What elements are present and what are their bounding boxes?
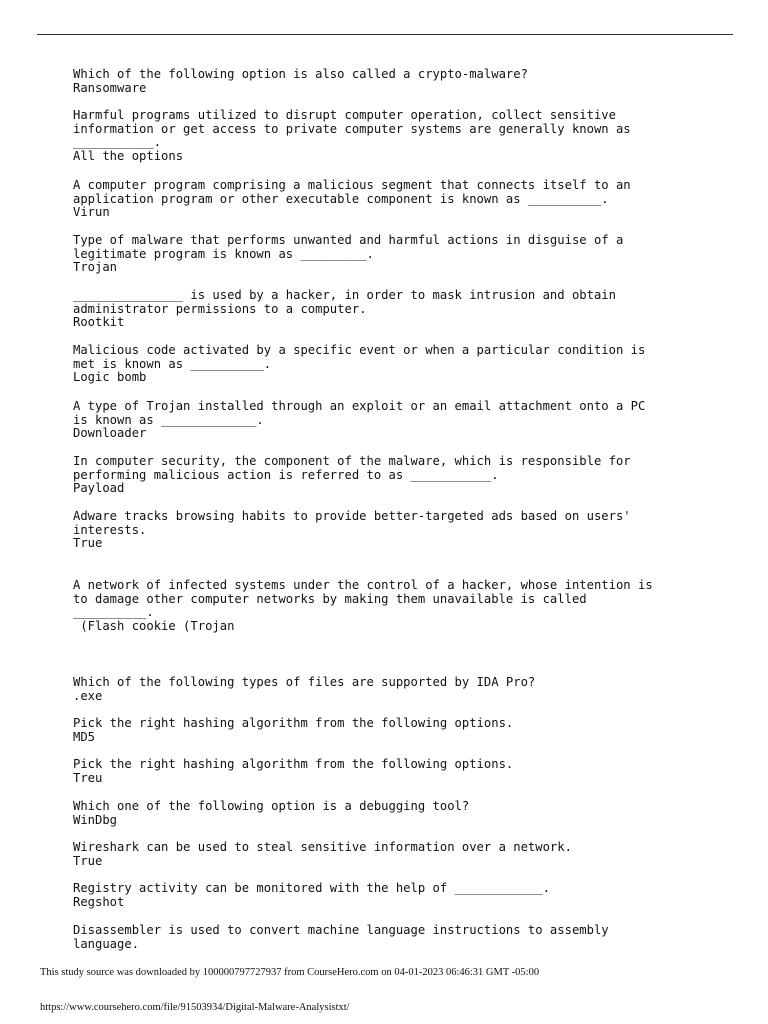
answer-text: Trojan <box>73 260 118 275</box>
qa-item-17 <box>73 924 609 951</box>
qa-item-8 <box>73 455 631 496</box>
answer-text: Payload <box>73 481 125 496</box>
qa-item-6 <box>73 344 645 385</box>
question-text: Harmful programs utilized to disrupt computer operation, collect sensitive information or get access to private computer systems are generally known as ___________. <box>73 108 631 150</box>
answer-text: Virun <box>73 205 110 220</box>
question-text: Pick the right hashing algorithm from the following options. <box>73 757 514 771</box>
answer-text: Logic bomb <box>73 370 147 385</box>
question-text: Wireshark can be used to steal sensitive information over a network. <box>73 840 572 854</box>
question-text: Which of the following option is also called a crypto-malware? <box>73 67 528 81</box>
qa-item-12 <box>73 717 513 744</box>
qa-item-15 <box>73 841 572 868</box>
qa-item-14 <box>73 800 469 827</box>
qa-item-4 <box>73 234 623 275</box>
question-text: Registry activity can be monitored with the help of ____________. <box>73 881 550 895</box>
answer-text: Downloader <box>73 426 147 441</box>
answer-text: True <box>73 536 103 551</box>
answer-text: Ransomware <box>73 80 147 95</box>
question-text: _______________ is used by a hacker, in order to mask intrusion and obtain administrator permissions to a computer. <box>73 288 616 316</box>
top-rule <box>37 34 733 35</box>
qa-item-13 <box>73 758 513 785</box>
qa-item-16 <box>73 882 550 909</box>
answer-text: True <box>73 853 103 868</box>
question-text: Type of malware that performs unwanted and harmful actions in disguise of a legitimate program is known as _________. <box>73 233 624 261</box>
qa-item-3 <box>73 179 631 220</box>
answer-text: Treu <box>73 770 103 785</box>
question-text: Malicious code activated by a specific event or when a particular condition is met is known as __________. <box>73 343 646 371</box>
qa-item-2 <box>73 109 631 164</box>
footer-source-notice: This study source was downloaded by 100000797727937 from CourseHero.com on 04-01-2023 06:46:31 GMT -05:00 <box>40 967 540 978</box>
answer-text: (Flash cookie (Trojan <box>73 619 235 634</box>
qa-item-1 <box>73 68 528 95</box>
question-text: Which one of the following option is a debugging tool? <box>73 799 470 813</box>
qa-item-7 <box>73 400 645 441</box>
question-text: A computer program comprising a malicious segment that connects itself to an application program or other executable component is known as __________. <box>73 178 631 206</box>
answer-text: Rootkit <box>73 315 125 330</box>
question-text: Which of the following types of files are supported by IDA Pro? <box>73 675 536 689</box>
answer-text: WinDbg <box>73 812 118 827</box>
question-text: In computer security, the component of the malware, which is responsible for performing malicious action is referred to as ___________. <box>73 454 631 482</box>
answer-text: .exe <box>73 688 103 703</box>
qa-item-10 <box>73 579 653 634</box>
footer-url-link[interactable]: https://www.coursehero.com/file/91503934/Digital-Malware-Analysistxt/ <box>40 1002 350 1013</box>
answer-text: All the options <box>73 149 184 164</box>
qa-item-11 <box>73 676 535 703</box>
qa-item-9 <box>73 510 631 551</box>
question-text: A type of Trojan installed through an exploit or an email attachment onto a PC is known as _____________. <box>73 399 646 427</box>
question-text: Disassembler is used to convert machine language instructions to assembly language. <box>73 923 609 951</box>
answer-text: MD5 <box>73 729 96 744</box>
question-text: Pick the right hashing algorithm from the following options. <box>73 716 514 730</box>
qa-item-5 <box>73 289 616 330</box>
answer-text: Regshot <box>73 894 125 909</box>
question-text: Adware tracks browsing habits to provide better-targeted ads based on users' interests. <box>73 509 631 537</box>
question-text: A network of infected systems under the control of a hacker, whose intention is to damage other computer networks by making them unavailable is called __________. <box>73 578 653 620</box>
